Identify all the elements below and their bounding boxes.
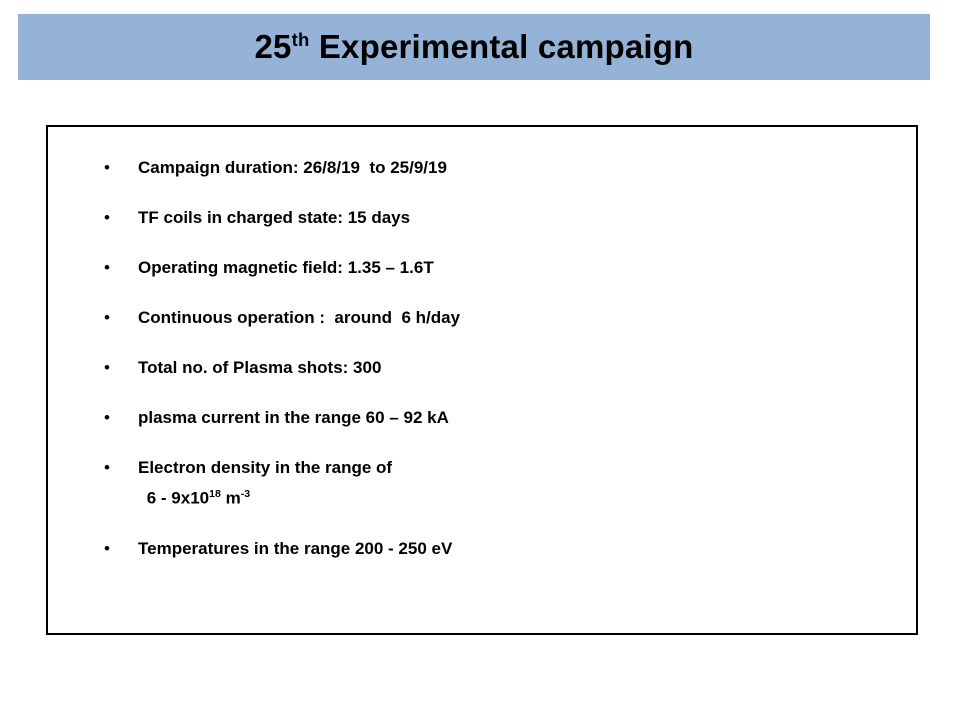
density-unit-exponent: -3 <box>240 488 251 500</box>
bullet-icon: • <box>104 408 110 427</box>
list-item <box>48 205 916 231</box>
title-number: 25 <box>254 28 292 65</box>
list-item-label: Total no. of Plasma shots: 300 <box>138 358 382 377</box>
density-exponent: 18 <box>209 488 221 500</box>
bullet-icon: • <box>104 458 110 477</box>
electron-density-line2 <box>138 481 392 512</box>
list-item-label: TF coils in charged state: 15 days <box>138 208 411 227</box>
list-item <box>48 536 916 562</box>
list-item-label: Operating magnetic field: 1.35 – 1.6T <box>138 258 434 277</box>
bullet-icon: • <box>104 208 110 227</box>
page-title <box>255 28 694 66</box>
list-item-label: plasma current in the range 60 – 92 kA <box>138 408 449 427</box>
title-rest: Experimental campaign <box>309 28 694 65</box>
bullet-icon: • <box>104 308 110 327</box>
electron-density-line1: Electron density in the range of <box>138 458 393 477</box>
list-item <box>48 405 916 431</box>
bullet-icon: • <box>104 158 110 177</box>
list-item <box>48 355 916 381</box>
bullet-icon: • <box>104 538 110 558</box>
title-ordinal-suffix: th <box>291 29 310 50</box>
list-item-label <box>138 455 392 512</box>
bullet-icon: • <box>104 358 110 377</box>
list-item <box>48 255 916 281</box>
list-item-label: Temperatures in the range 200 - 250 eV <box>138 538 453 558</box>
list-item <box>48 155 916 181</box>
title-banner <box>18 14 930 80</box>
list-item-label: Continuous operation : around 6 h/day <box>138 308 461 327</box>
list-item <box>48 455 916 512</box>
bullet-list <box>48 127 916 562</box>
content-box <box>46 125 918 635</box>
density-unit: m <box>220 488 241 508</box>
bullet-icon: • <box>104 258 110 277</box>
density-value-prefix: 6 - 9x10 <box>142 488 210 508</box>
list-item <box>48 305 916 331</box>
list-item-label: Campaign duration: 26/8/19 to 25/9/19 <box>138 158 447 177</box>
